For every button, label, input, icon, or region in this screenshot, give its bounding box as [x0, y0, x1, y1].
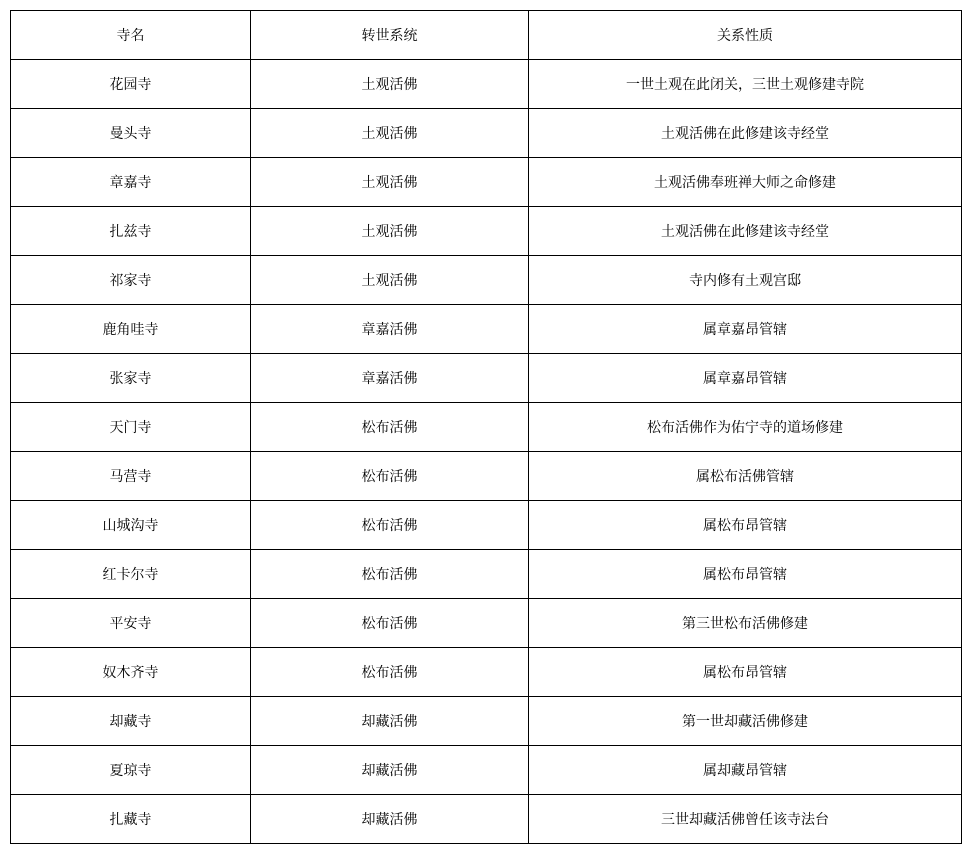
- table-row: [11, 795, 962, 844]
- cell-temple-name: 扎藏寺: [11, 795, 251, 844]
- cell-reincarnation-system: 土观活佛: [251, 60, 529, 109]
- cell-relationship-nature: 三世却藏活佛曾任该寺法台: [529, 795, 962, 844]
- cell-relationship-nature: 土观活佛在此修建该寺经堂: [529, 109, 962, 158]
- cell-reincarnation-system: 土观活佛: [251, 109, 529, 158]
- cell-temple-name: 奴木齐寺: [11, 648, 251, 697]
- cell-temple-name: 红卡尔寺: [11, 550, 251, 599]
- table-row: [11, 305, 962, 354]
- table-row: [11, 452, 962, 501]
- cell-reincarnation-system: 松布活佛: [251, 452, 529, 501]
- cell-reincarnation-system: 章嘉活佛: [251, 354, 529, 403]
- column-header-temple-name: 寺名: [11, 11, 251, 60]
- table-row: [11, 403, 962, 452]
- cell-reincarnation-system: 却藏活佛: [251, 697, 529, 746]
- cell-reincarnation-system: 土观活佛: [251, 158, 529, 207]
- table-row: [11, 207, 962, 256]
- cell-reincarnation-system: 章嘉活佛: [251, 305, 529, 354]
- temple-relations-table: [10, 10, 962, 844]
- table-row: [11, 109, 962, 158]
- cell-temple-name: 曼头寺: [11, 109, 251, 158]
- cell-relationship-nature: 属松布昂管辖: [529, 648, 962, 697]
- cell-temple-name: 山城沟寺: [11, 501, 251, 550]
- cell-relationship-nature: 土观活佛在此修建该寺经堂: [529, 207, 962, 256]
- cell-temple-name: 天门寺: [11, 403, 251, 452]
- table-row: [11, 60, 962, 109]
- cell-temple-name: 祁家寺: [11, 256, 251, 305]
- cell-temple-name: 却藏寺: [11, 697, 251, 746]
- cell-temple-name: 夏琼寺: [11, 746, 251, 795]
- cell-temple-name: 鹿角哇寺: [11, 305, 251, 354]
- cell-temple-name: 马营寺: [11, 452, 251, 501]
- cell-reincarnation-system: 土观活佛: [251, 207, 529, 256]
- cell-relationship-nature: 属松布昂管辖: [529, 550, 962, 599]
- cell-reincarnation-system: 松布活佛: [251, 501, 529, 550]
- column-header-reincarnation-system: 转世系统: [251, 11, 529, 60]
- cell-temple-name: 章嘉寺: [11, 158, 251, 207]
- cell-relationship-nature: 第三世松布活佛修建: [529, 599, 962, 648]
- cell-temple-name: 平安寺: [11, 599, 251, 648]
- cell-reincarnation-system: 松布活佛: [251, 599, 529, 648]
- table-row: [11, 256, 962, 305]
- cell-relationship-nature: 属章嘉昂管辖: [529, 354, 962, 403]
- table-row: [11, 501, 962, 550]
- table-row: [11, 354, 962, 403]
- cell-relationship-nature: 属松布昂管辖: [529, 501, 962, 550]
- cell-temple-name: 花园寺: [11, 60, 251, 109]
- cell-relationship-nature: 属松布活佛管辖: [529, 452, 962, 501]
- table-row: [11, 746, 962, 795]
- cell-relationship-nature: 寺内修有土观宫邸: [529, 256, 962, 305]
- table-row: [11, 550, 962, 599]
- table-row: [11, 599, 962, 648]
- cell-relationship-nature: 松布活佛作为佑宁寺的道场修建: [529, 403, 962, 452]
- column-header-relationship-nature: 关系性质: [529, 11, 962, 60]
- cell-reincarnation-system: 松布活佛: [251, 403, 529, 452]
- cell-relationship-nature: 一世土观在此闭关，三世土观修建寺院: [529, 60, 962, 109]
- table-row: [11, 648, 962, 697]
- cell-relationship-nature: 属章嘉昂管辖: [529, 305, 962, 354]
- cell-reincarnation-system: 土观活佛: [251, 256, 529, 305]
- table-row: [11, 158, 962, 207]
- cell-relationship-nature: 属却藏昂管辖: [529, 746, 962, 795]
- cell-reincarnation-system: 松布活佛: [251, 648, 529, 697]
- cell-temple-name: 张家寺: [11, 354, 251, 403]
- cell-reincarnation-system: 松布活佛: [251, 550, 529, 599]
- table-row: [11, 697, 962, 746]
- table-header-row: [11, 11, 962, 60]
- table-body: [11, 11, 962, 844]
- cell-reincarnation-system: 却藏活佛: [251, 746, 529, 795]
- cell-relationship-nature: 土观活佛奉班禅大师之命修建: [529, 158, 962, 207]
- cell-reincarnation-system: 却藏活佛: [251, 795, 529, 844]
- cell-relationship-nature: 第一世却藏活佛修建: [529, 697, 962, 746]
- cell-temple-name: 扎兹寺: [11, 207, 251, 256]
